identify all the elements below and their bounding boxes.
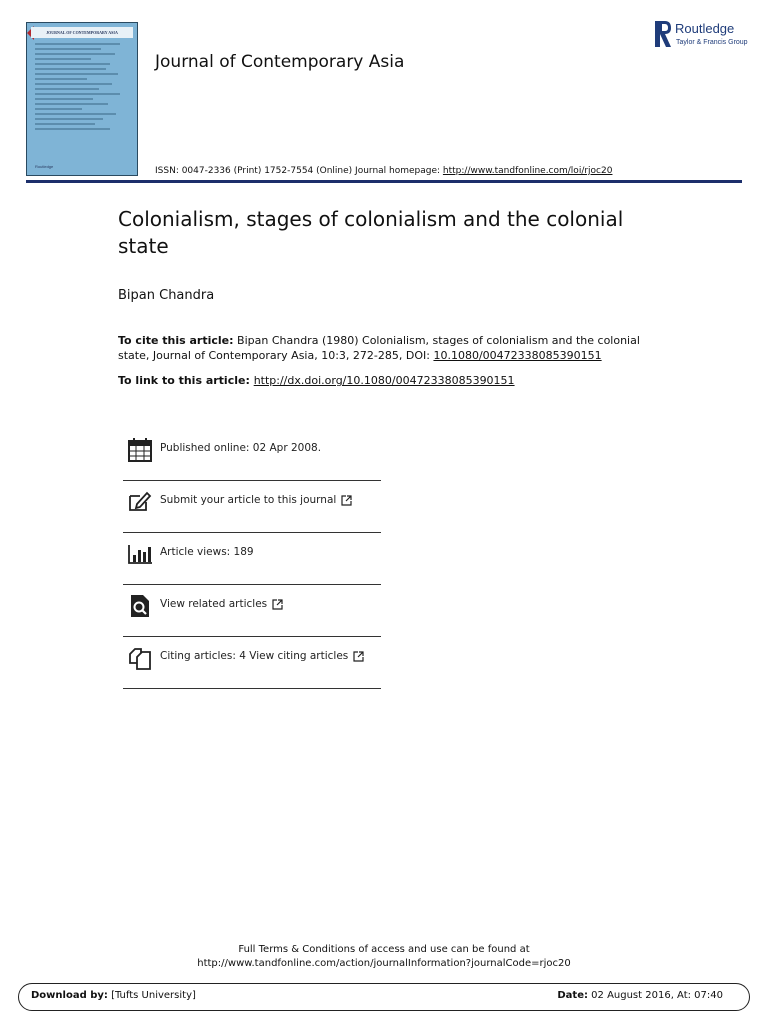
download-value: [Tufts University] — [107, 990, 196, 1001]
external-link-icon — [353, 651, 364, 662]
link-label: To link to this article: — [118, 374, 254, 387]
article-title: Colonialism, stages of colonialism and the colonial state — [118, 207, 624, 258]
date-value: 02 August 2016, At: 07:40 — [587, 990, 723, 1001]
edit-pencil-icon — [127, 489, 153, 515]
logo-subtitle: Taylor & Francis Group — [676, 39, 748, 46]
cover-title: JOURNAL OF CONTEMPORARY ASIA — [31, 27, 133, 38]
issn-text: ISSN: 0047-2336 (Print) 1752-7554 (Online) Journal homepage: — [155, 166, 443, 176]
submit-article-link[interactable] — [160, 494, 352, 506]
related-articles-label: View related articles — [160, 598, 268, 610]
issn-line — [155, 166, 612, 176]
doi-link[interactable]: 10.1080/00472338085390151 — [433, 349, 602, 362]
published-date: Published online: 02 Apr 2008. — [160, 442, 322, 454]
article-author: Bipan Chandra — [118, 288, 215, 303]
download-info-bar — [18, 983, 750, 1011]
logo-name: Routledge — [675, 21, 735, 36]
published-row — [123, 429, 381, 481]
journal-cover-image — [26, 22, 138, 176]
terms-line-1: Full Terms & Conditions of access and use can be found at — [238, 944, 530, 955]
submit-article-label: Submit your article to this journal — [160, 494, 337, 506]
cite-text: Bipan Chandra (1980) Colonialism, stages of colonialism and the colonial state, Journal of Contemporary Asia, 10:3, 272-285, DOI: — [118, 334, 640, 362]
external-link-icon — [272, 599, 283, 610]
external-link-icon — [341, 495, 352, 506]
citing-articles-link[interactable] — [160, 650, 364, 662]
related-articles-link[interactable] — [160, 598, 283, 610]
citing-articles-row[interactable] — [123, 637, 381, 689]
article-views-row — [123, 533, 381, 585]
citing-documents-icon — [127, 645, 153, 671]
document-search-icon — [127, 593, 153, 619]
article-url-link[interactable]: http://dx.doi.org/10.1080/00472338085390151 — [253, 374, 515, 387]
cover-contents-lines — [35, 43, 129, 133]
submit-article-row[interactable] — [123, 481, 381, 533]
calendar-icon — [127, 437, 153, 463]
download-date — [557, 990, 723, 1001]
terms-url[interactable]: http://www.tandfonline.com/action/journalInformation?journalCode=rjoc20 — [197, 958, 571, 969]
download-label: Download by: — [31, 990, 108, 1001]
article-views: Article views: 189 — [160, 546, 254, 558]
related-articles-row[interactable] — [123, 585, 381, 637]
bar-chart-icon — [127, 541, 153, 567]
article-meta-list — [123, 429, 381, 689]
journal-title: Journal of Contemporary Asia — [155, 52, 405, 72]
cite-label: To cite this article: — [118, 334, 234, 347]
article-link-block — [118, 374, 515, 387]
terms-notice — [0, 943, 768, 971]
journal-homepage-link[interactable]: http://www.tandfonline.com/loi/rjoc20 — [442, 166, 613, 176]
cover-publisher: Routledge — [35, 164, 54, 169]
routledge-logo-icon — [653, 20, 673, 48]
download-by — [31, 990, 196, 1001]
header-divider — [26, 180, 742, 183]
citing-articles-label: Citing articles: 4 View citing articles — [160, 650, 349, 662]
date-label: Date: — [557, 990, 588, 1001]
citation-block — [118, 333, 658, 363]
